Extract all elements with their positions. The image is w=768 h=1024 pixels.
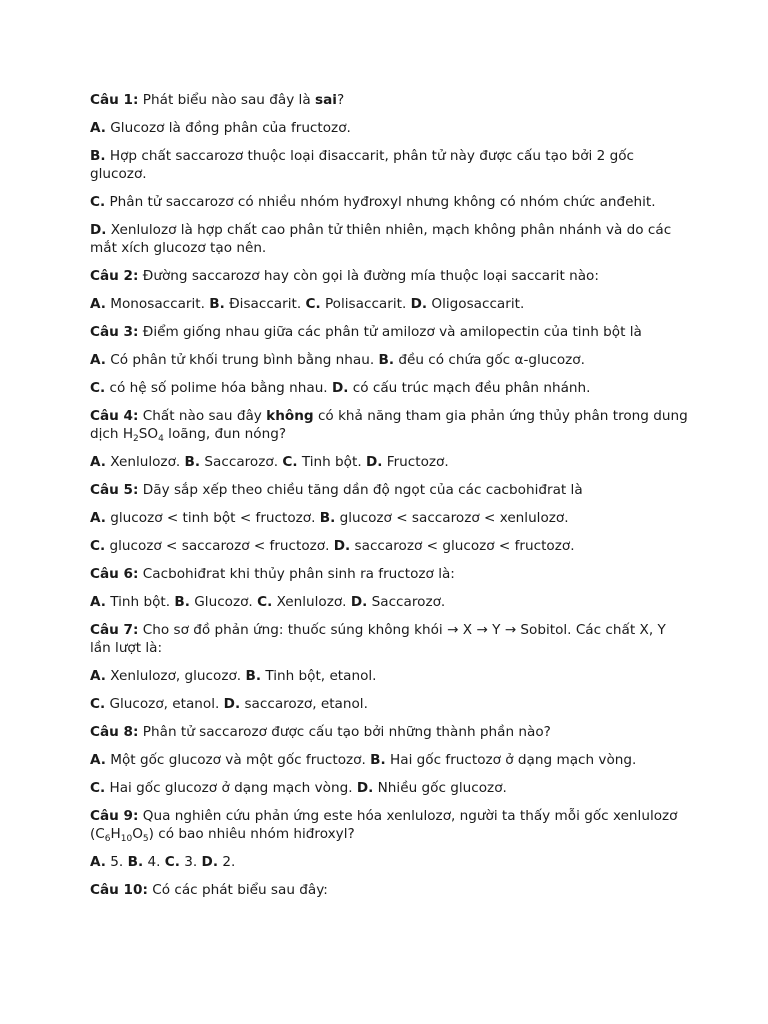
question-5-options-ab: A. glucozơ < tinh bột < fructozơ. B. glucozơ < saccarozơ < xenlulozơ. [90,510,569,526]
question-8-options-cd: C. Hai gốc glucozơ ở dạng mạch vòng. D. Nhiều gốc glucozơ. [90,780,507,796]
question-4-options: A. Xenlulozơ. B. Saccarozơ. C. Tinh bột. D. Fructozơ. [90,454,449,470]
question-label: Câu 10: [90,882,148,898]
question-label: Câu 4: [90,408,139,424]
question-label: Câu 5: [90,482,139,498]
question-3-options-ab: A. Có phân tử khối trung bình bằng nhau. B. đều có chứa gốc α-glucozơ. [90,352,585,368]
question-8-options-ab: A. Một gốc glucozơ và một gốc fructozơ. B. Hai gốc fructozơ ở dạng mạch vòng. [90,752,637,768]
question-label: Câu 8: [90,724,139,740]
emphasis: không [266,408,314,424]
question-6-options: A. Tinh bột. B. Glucozơ. C. Xenlulozơ. D. Saccarozơ. [90,594,446,610]
option-label: C. [90,194,106,210]
question-label: Câu 7: [90,622,139,638]
question-3-options-cd: C. có hệ số polime hóa bằng nhau. D. có cấu trúc mạch đều phân nhánh. [90,380,591,396]
option-label: A. [90,120,106,136]
question-1-option-c: C. Phân tử saccarozơ có nhiều nhóm hyđroxyl nhưng không có nhóm chức anđehit. [90,194,656,210]
question-4-stem: Câu 4: Chất nào sau đây không có khả năng tham gia phản ứng thủy phân trong dung dịch $H_2SO_4$ loãng, đun nóng? [90,408,688,444]
quiz-content [90,91,690,909]
option-label: B. [90,148,106,164]
question-9-stem: Câu 9: Qua nghiên cứu phản ứng este hóa xenlulozơ, người ta thấy mỗi gốc xenlulozơ $(C_6H_{10}O_5)$ có bao nhiêu nhóm hiđroxyl? [90,808,678,844]
question-1-option-a: A. Glucozơ là đồng phân của fructozơ. [90,120,351,136]
question-7-stem: Câu 7: Cho sơ đồ phản ứng: thuốc súng không khói → X → Y → Sobitol. Các chất X, Y lần lượt là: [90,622,666,656]
question-3-stem: Câu 3: Điểm giống nhau giữa các phân tử amilozơ và amilopectin của tinh bột là [90,324,642,340]
question-1-stem: Câu 1: Phát biểu nào sau đây là sai? [90,92,345,108]
question-2-stem: Câu 2: Đường saccarozơ hay còn gọi là đường mía thuộc loại saccarit nào: [90,268,599,284]
question-label: Câu 1: [90,92,139,108]
question-8-stem: Câu 8: Phân tử saccarozơ được cấu tạo bởi những thành phần nào? [90,724,551,740]
question-1-option-b: B. Hợp chất saccarozơ thuộc loại đisaccarit, phân tử này được cấu tạo bởi 2 gốc glucozơ. [90,148,635,182]
option-label: D. [90,222,107,238]
question-1-option-d: D. Xenlulozơ là hợp chất cao phân tử thiên nhiên, mạch không phân nhánh và do các mắt xích glucozơ tạo nên. [90,222,672,256]
emphasis: sai [315,92,337,108]
question-10-stem: Câu 10: Có các phát biểu sau đây: [90,882,328,898]
question-9-options: A. 5. B. 4. C. 3. D. 2. [90,854,236,870]
question-7-options-ab: A. Xenlulozơ, glucozơ. B. Tinh bột, etanol. [90,668,377,684]
question-5-stem: Câu 5: Dãy sắp xếp theo chiều tăng dần độ ngọt của các cacbohiđrat là [90,482,583,498]
question-6-stem: Câu 6: Cacbohiđrat khi thủy phân sinh ra fructozơ là: [90,566,455,582]
question-2-options: A. Monosaccarit. B. Đisaccarit. C. Polisaccarit. D. Oligosaccarit. [90,296,525,312]
question-label: Câu 3: [90,324,139,340]
question-5-options-cd: C. glucozơ < saccarozơ < fructozơ. D. saccarozơ < glucozơ < fructozơ. [90,538,575,554]
question-label: Câu 9: [90,808,139,824]
question-label: Câu 6: [90,566,139,582]
question-7-options-cd: C. Glucozơ, etanol. D. saccarozơ, etanol. [90,696,368,712]
question-label: Câu 2: [90,268,139,284]
